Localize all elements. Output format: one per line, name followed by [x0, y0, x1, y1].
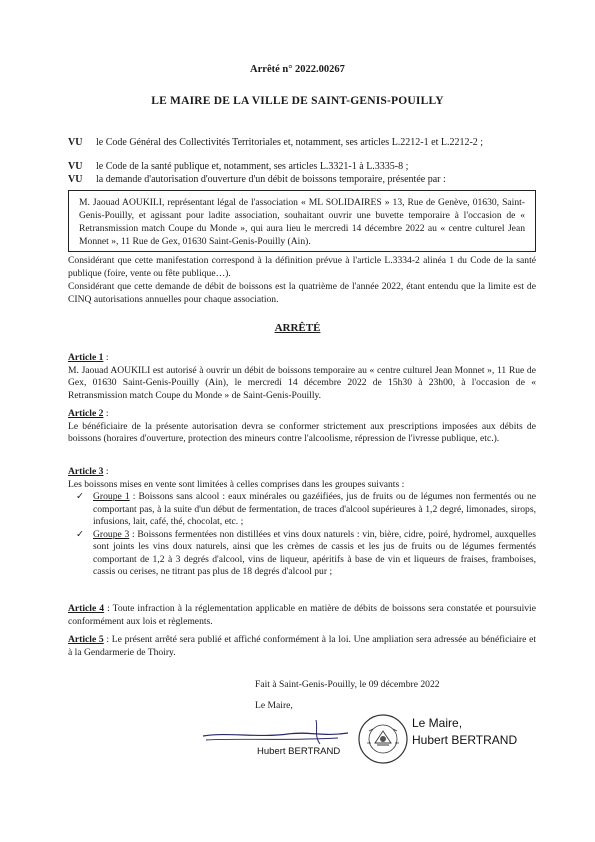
stamp-name: Hubert BERTRAND: [412, 733, 518, 747]
applicant-box: M. Jaouad AOUKILI, représentant légal de l'association « ML SOLIDAIRES » 13, Rue de Genève, 01630, Saint-Genis-Pouilly, et agissant pour ladite association, souhaitant ouvrir une buvette temporaire à l'occasion de « Retransmission match Coupe du Monde », qui aura lieu le mercredi 14 décembre 2022 au « centre culturel Jean Monnet », 11 Rue de Gex, 01630 Saint-Genis-Pouilly (Ain).: [68, 190, 536, 252]
arrete-number: Arrêté n° 2022.00267: [250, 64, 345, 75]
article-title: Article 1: [68, 352, 104, 363]
considerant-1: Considérant que cette manifestation correspond à la définition prévue à l'article L.3334-2 alinéa 1 du Code de la santé publique (foire, vente ou fête publique…).: [68, 255, 536, 279]
visa-2: [68, 160, 538, 173]
considerant-2: Considérant que cette demande de débit de boissons est la quatrième de l'année 2022, étant entendu que la limite est de CINQ autorisations annuelles pour chaque association.: [68, 281, 536, 305]
article-title: Article 2: [68, 408, 104, 419]
article-text: : Le présent arrêté sera publié et affiché conformément à la loi. Une ampliation sera adressée au bénéficiaire et à la Gendarmerie de Thoiry.: [68, 634, 536, 658]
visa-text: le Code Général des Collectivités Territoriales et, notamment, ses articles L.2212-1 et L.2212-2 ;: [96, 137, 484, 148]
signature-printed-name: Hubert BERTRAND: [257, 746, 341, 757]
stamp-role: Le Maire,: [412, 716, 463, 730]
article-text: : Toute infraction à la réglementation applicable en matière de débits de boissons sera constatée et poursuivie conformément aux lois et règlements.: [68, 603, 536, 627]
visa-text: la demande d'autorisation d'ouverture d'un débit de boissons temporaire, présentée par :: [96, 174, 446, 185]
group-text: : Boissons fermentées non distillées et vins doux naturels : vin, bière, cidre, poiré, hydromel, auxquelles sont joints les vins doux naturels, ainsi que les crèmes de cassis et les jus de fruits ou de légumes fermentés comportant de 1,2 à 3 degrés d'alcool, vins de liqueur, apéritifs à base de vin et liqueurs de fraises, framboises, cassis ou cerises, ne titrant pas plus de 18 degrés d'alcool pur ;: [93, 528, 536, 577]
article-2: Article 2 : Le bénéficiaire de la présente autorisation devra se conformer strictement aux prescriptions imposées aux débits de boissons (horaires d'ouverture, protection des mineurs contre l'alcoolisme, répression de l'ivresse publique, etc.).: [68, 408, 536, 444]
article-title: Article 3: [68, 466, 104, 477]
visa-label: VU: [68, 137, 83, 148]
article-4: [68, 603, 536, 628]
group-label: Groupe 3: [93, 528, 130, 540]
group-label: Groupe 1: [93, 491, 130, 502]
official-seal: [357, 713, 409, 765]
article-intro: Les boissons mises en vente sont limitées à celles comprises dans les groupes suivants :: [68, 478, 405, 490]
article-text: Le bénéficiaire de la présente autorisation devra se conformer strictement aux prescriptions imposées aux débits de boissons (horaires d'ouverture, protection des mineurs contre l'alcoolisme, répression de l'ivresse publique, etc.).: [68, 420, 536, 444]
article-title: Article 4: [68, 603, 105, 614]
article-1: Article 1 : M. Jaouad AOUKILI est autorisé à ouvrir un débit de boissons temporaire au « centre culturel Jean Monnet », 11 Rue de Gex, 01630 Saint-Genis-Pouilly (Ain), le mercredi 14 décembre 2022 de 15h30 à 23h00, à l'occasion de « Retransmission match Coupe du Monde » de Saint-Genis-Pouilly.: [68, 352, 536, 401]
le-maire-label: Le Maire,: [255, 700, 293, 711]
group-text: : Boissons sans alcool : eaux minérales ou gazéifiées, jus de fruits ou de légumes non fermentés ou ne comportant pas, à la suite d'un début de fermentation, de traces d'alcool supérieures à 1,2 degré, limonades, sirops, infusions, lait, café, thé, chocolat, etc. ;: [93, 491, 536, 527]
arrete-heading: ARRÊTÉ: [274, 322, 321, 334]
visa-1: [68, 136, 538, 149]
list-item: [68, 491, 536, 529]
visa-3: [68, 173, 538, 186]
article-title: Article 5: [68, 634, 104, 645]
groups-list: [68, 491, 536, 579]
visa-label: VU: [68, 161, 83, 172]
place-date: Fait à Saint-Genis-Pouilly, le 09 décembre 2022: [255, 679, 440, 690]
visa-text: le Code de la santé publique et, notamment, ses articles L.3321-1 à L.3335-8 ;: [96, 161, 409, 172]
article-5: [68, 634, 536, 659]
checkmark-icon: ✓: [76, 491, 85, 502]
article-3: Article 3 : Les boissons mises en vente sont limitées à celles comprises dans les groupes suivants : ✓ Groupe 1 : Boissons sans alcool : eaux minérales ou gazéifiées, jus de fruits ou de légumes non fermentés ou ne comportant pas, à la suite d'un début de fermentation, de traces d'alcool supérieures à 1,2 degré, limonades, sirops, infusions, lait, café, thé, chocolat, etc. ; ✓ Groupe 3 : Boissons fermentées non distillées et vins doux naturels : vin, bière, cidre, poiré, hydromel, auxquelles sont joints les vins doux naturels, ainsi que les crèmes de cassis et les jus de fruits ou de légumes fermentés comportant de 1,2 à 3 degrés d'alcool, vins de liqueur, apéritifs à base de vin et liqueurs de fraises, framboises, cassis ou cerises, ne titrant pas plus de 18 degrés d'alcool pur ;: [68, 466, 536, 577]
article-text: M. Jaouad AOUKILI est autorisé à ouvrir un débit de boissons temporaire au « centre culturel Jean Monnet », 11 Rue de Gex, 01630 Saint-Genis-Pouilly (Ain), le mercredi 14 décembre 2022 de 15h30 à 23h00, à l'occasion de « Retransmission match Coupe du Monde » de Saint-Genis-Pouilly.: [68, 364, 536, 401]
authority-title: LE MAIRE DE LA VILLE DE SAINT-GENIS-POUILLY: [151, 95, 444, 107]
visa-label: VU: [68, 174, 83, 185]
checkmark-icon: ✓: [76, 528, 85, 540]
list-item: [68, 529, 536, 579]
